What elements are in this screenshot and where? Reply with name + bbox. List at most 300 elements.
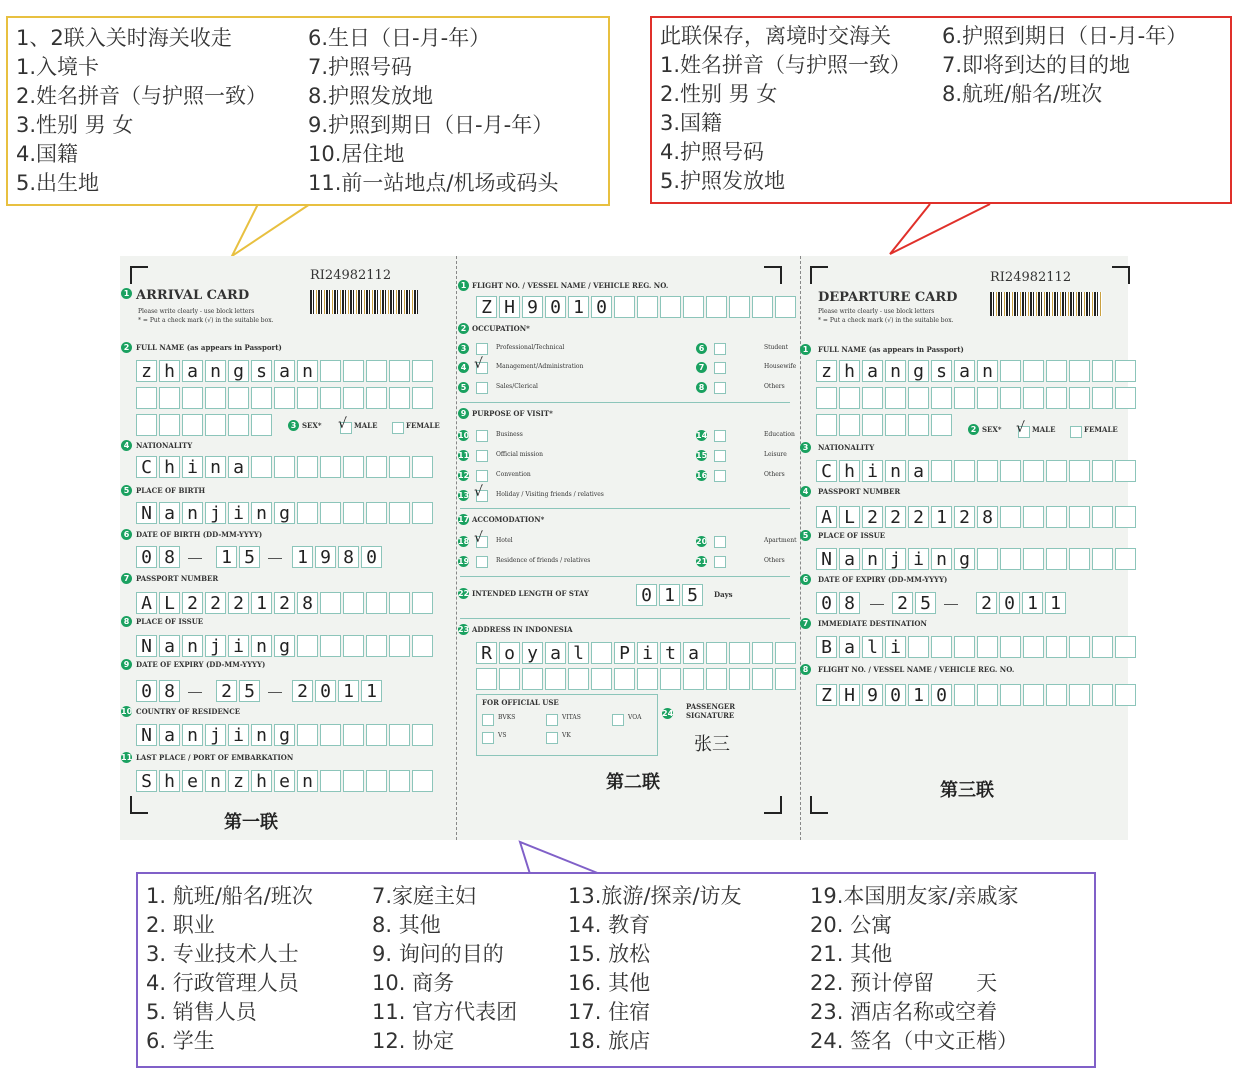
char-box[interactable]: 2 (954, 506, 975, 528)
checkbox[interactable] (392, 422, 404, 434)
char-box[interactable] (775, 642, 796, 664)
char-box[interactable] (320, 456, 341, 478)
char-box[interactable] (412, 635, 433, 657)
char-box[interactable] (366, 387, 387, 409)
address-field-line2[interactable] (476, 668, 798, 690)
char-box[interactable]: 8 (338, 546, 359, 568)
char-box[interactable]: B (816, 636, 837, 658)
char-box[interactable]: n (205, 770, 226, 792)
char-box[interactable] (1023, 387, 1044, 409)
char-box[interactable]: N (136, 502, 157, 524)
char-box[interactable] (343, 724, 364, 746)
char-box[interactable] (476, 668, 497, 690)
checkbox[interactable] (714, 362, 726, 374)
char-box[interactable] (228, 414, 249, 436)
char-box[interactable]: 9 (315, 546, 336, 568)
char-box[interactable] (251, 456, 272, 478)
char-box[interactable]: P (614, 642, 635, 664)
char-box[interactable]: 0 (591, 296, 612, 318)
char-box[interactable] (660, 296, 681, 318)
char-box[interactable]: 2 (292, 680, 313, 702)
char-box[interactable] (412, 502, 433, 524)
passport-number-field[interactable] (816, 506, 1138, 528)
char-box[interactable]: n (182, 635, 203, 657)
char-box[interactable]: n (977, 360, 998, 382)
char-box[interactable] (320, 635, 341, 657)
char-box[interactable] (1115, 636, 1136, 658)
char-box[interactable]: t (660, 642, 681, 664)
char-box[interactable]: n (182, 724, 203, 746)
char-box[interactable] (320, 592, 341, 614)
char-box[interactable] (412, 592, 433, 614)
char-box[interactable] (389, 387, 410, 409)
char-box[interactable]: 0 (545, 296, 566, 318)
char-box[interactable] (1069, 506, 1090, 528)
expiry-month[interactable] (216, 680, 262, 702)
char-box[interactable]: n (205, 360, 226, 382)
char-box[interactable]: 1 (659, 584, 680, 606)
char-box[interactable]: n (297, 770, 318, 792)
char-box[interactable] (366, 592, 387, 614)
char-box[interactable] (775, 296, 796, 318)
char-box[interactable] (752, 668, 773, 690)
char-box[interactable] (251, 387, 272, 409)
char-box[interactable] (614, 296, 635, 318)
char-box[interactable]: a (159, 502, 180, 524)
char-box[interactable] (412, 724, 433, 746)
char-box[interactable] (816, 387, 837, 409)
char-box[interactable]: s (251, 360, 272, 382)
char-box[interactable]: 2 (182, 592, 203, 614)
char-box[interactable]: A (136, 592, 157, 614)
char-box[interactable]: Z (476, 296, 497, 318)
char-box[interactable] (977, 548, 998, 570)
char-box[interactable]: j (885, 548, 906, 570)
char-box[interactable] (1069, 360, 1090, 382)
char-box[interactable]: 1 (216, 546, 237, 568)
char-box[interactable] (1115, 684, 1136, 706)
char-box[interactable]: a (839, 636, 860, 658)
checkbox[interactable] (476, 430, 488, 442)
char-box[interactable] (1023, 636, 1044, 658)
char-box[interactable] (182, 387, 203, 409)
char-box[interactable] (389, 360, 410, 382)
char-box[interactable] (839, 414, 860, 436)
char-box[interactable] (412, 770, 433, 792)
char-box[interactable]: i (228, 635, 249, 657)
char-box[interactable] (389, 456, 410, 478)
char-box[interactable]: 5 (239, 546, 260, 568)
char-box[interactable]: e (274, 770, 295, 792)
char-box[interactable] (320, 387, 341, 409)
char-box[interactable] (775, 668, 796, 690)
char-box[interactable] (1115, 506, 1136, 528)
char-box[interactable]: A (816, 506, 837, 528)
char-box[interactable] (591, 642, 612, 664)
char-box[interactable]: h (159, 456, 180, 478)
char-box[interactable] (412, 456, 433, 478)
char-box[interactable] (706, 296, 727, 318)
char-box[interactable] (1023, 460, 1044, 482)
char-box[interactable]: g (954, 548, 975, 570)
char-box[interactable]: 1 (361, 680, 382, 702)
char-box[interactable]: 1 (1022, 592, 1043, 614)
char-box[interactable] (343, 456, 364, 478)
char-box[interactable] (545, 668, 566, 690)
char-box[interactable] (908, 414, 929, 436)
char-box[interactable] (568, 668, 589, 690)
char-box[interactable] (954, 460, 975, 482)
char-box[interactable]: a (228, 456, 249, 478)
char-box[interactable]: i (182, 456, 203, 478)
char-box[interactable] (297, 456, 318, 478)
char-box[interactable] (389, 592, 410, 614)
char-box[interactable]: 1 (251, 592, 272, 614)
char-box[interactable] (637, 296, 658, 318)
char-box[interactable] (1000, 460, 1021, 482)
char-box[interactable] (1115, 360, 1136, 382)
char-box[interactable]: 0 (931, 684, 952, 706)
char-box[interactable]: C (816, 460, 837, 482)
char-box[interactable]: 0 (136, 546, 157, 568)
char-box[interactable]: n (297, 360, 318, 382)
place-of-issue-field[interactable] (816, 548, 1138, 570)
char-box[interactable]: a (683, 642, 704, 664)
char-box[interactable] (159, 387, 180, 409)
char-box[interactable]: a (182, 360, 203, 382)
expiry-year[interactable] (976, 592, 1068, 614)
char-box[interactable]: n (251, 724, 272, 746)
char-box[interactable] (320, 360, 341, 382)
char-box[interactable] (343, 387, 364, 409)
char-box[interactable] (366, 770, 387, 792)
char-box[interactable] (297, 387, 318, 409)
checkbox[interactable] (1070, 426, 1082, 438)
char-box[interactable]: g (228, 360, 249, 382)
char-box[interactable]: g (274, 635, 295, 657)
char-box[interactable]: S (136, 770, 157, 792)
char-box[interactable] (977, 387, 998, 409)
char-box[interactable] (1046, 548, 1067, 570)
char-box[interactable] (1023, 360, 1044, 382)
char-box[interactable] (1046, 636, 1067, 658)
char-box[interactable]: a (159, 724, 180, 746)
char-box[interactable] (1092, 460, 1113, 482)
char-box[interactable]: o (499, 642, 520, 664)
char-box[interactable]: j (205, 502, 226, 524)
char-box[interactable] (297, 724, 318, 746)
char-box[interactable]: a (274, 360, 295, 382)
char-box[interactable] (274, 387, 295, 409)
flight-number-field[interactable] (476, 296, 798, 318)
char-box[interactable]: 8 (159, 546, 180, 568)
char-box[interactable] (931, 387, 952, 409)
nationality-field[interactable] (816, 460, 1138, 482)
char-box[interactable] (1000, 387, 1021, 409)
char-box[interactable]: i (908, 548, 929, 570)
full-name-field-line2[interactable] (816, 387, 1138, 409)
char-box[interactable] (1046, 360, 1067, 382)
char-box[interactable]: 1 (931, 506, 952, 528)
char-box[interactable]: L (839, 506, 860, 528)
char-box[interactable]: N (136, 635, 157, 657)
char-box[interactable] (660, 668, 681, 690)
char-box[interactable]: s (931, 360, 952, 382)
full-name-field[interactable] (136, 360, 435, 382)
char-box[interactable]: a (159, 635, 180, 657)
char-box[interactable]: Z (816, 684, 837, 706)
char-box[interactable] (228, 387, 249, 409)
char-box[interactable] (1069, 636, 1090, 658)
char-box[interactable]: z (136, 360, 157, 382)
char-box[interactable]: g (908, 360, 929, 382)
char-box[interactable]: 2 (976, 592, 997, 614)
char-box[interactable] (931, 414, 952, 436)
char-box[interactable]: 2 (228, 592, 249, 614)
char-box[interactable] (729, 296, 750, 318)
char-box[interactable]: 2 (862, 506, 883, 528)
char-box[interactable]: 0 (361, 546, 382, 568)
char-box[interactable] (412, 387, 433, 409)
char-box[interactable] (683, 296, 704, 318)
length-of-stay-field[interactable] (636, 584, 705, 606)
checkbox[interactable] (546, 732, 558, 744)
char-box[interactable]: 2 (885, 506, 906, 528)
full-name-field-line3[interactable] (136, 414, 274, 436)
char-box[interactable] (1000, 636, 1021, 658)
char-box[interactable]: 0 (816, 592, 837, 614)
char-box[interactable]: h (839, 360, 860, 382)
char-box[interactable]: 0 (636, 584, 657, 606)
char-box[interactable] (1023, 506, 1044, 528)
char-box[interactable] (954, 636, 975, 658)
char-box[interactable] (182, 414, 203, 436)
char-box[interactable]: 1 (908, 684, 929, 706)
char-box[interactable]: e (182, 770, 203, 792)
char-box[interactable]: g (274, 724, 295, 746)
char-box[interactable]: y (522, 642, 543, 664)
char-box[interactable] (908, 387, 929, 409)
char-box[interactable]: 0 (885, 684, 906, 706)
char-box[interactable]: 1 (568, 296, 589, 318)
char-box[interactable] (366, 360, 387, 382)
expiry-month[interactable] (892, 592, 938, 614)
char-box[interactable]: n (885, 460, 906, 482)
char-box[interactable] (366, 635, 387, 657)
char-box[interactable] (389, 635, 410, 657)
checkbox[interactable] (714, 470, 726, 482)
char-box[interactable]: R (476, 642, 497, 664)
char-box[interactable] (1069, 548, 1090, 570)
char-box[interactable]: 8 (297, 592, 318, 614)
checkbox[interactable] (476, 556, 488, 568)
char-box[interactable]: j (205, 724, 226, 746)
checkbox[interactable] (612, 714, 624, 726)
char-box[interactable]: 8 (159, 680, 180, 702)
char-box[interactable] (1046, 387, 1067, 409)
char-box[interactable] (1092, 548, 1113, 570)
char-box[interactable]: H (839, 684, 860, 706)
checkbox[interactable] (714, 450, 726, 462)
expiry-day[interactable] (816, 592, 862, 614)
char-box[interactable] (136, 387, 157, 409)
char-box[interactable] (885, 414, 906, 436)
expiry-year[interactable] (292, 680, 384, 702)
checkbox[interactable] (714, 556, 726, 568)
char-box[interactable] (752, 642, 773, 664)
char-box[interactable] (862, 414, 883, 436)
char-box[interactable] (297, 635, 318, 657)
checkbox[interactable] (476, 343, 488, 355)
char-box[interactable] (1000, 360, 1021, 382)
char-box[interactable]: 9 (522, 296, 543, 318)
char-box[interactable] (706, 668, 727, 690)
char-box[interactable] (1046, 684, 1067, 706)
char-box[interactable] (320, 724, 341, 746)
checkbox[interactable] (476, 450, 488, 462)
char-box[interactable] (343, 770, 364, 792)
char-box[interactable] (1092, 636, 1113, 658)
checkbox[interactable] (482, 714, 494, 726)
char-box[interactable]: 0 (136, 680, 157, 702)
char-box[interactable] (343, 592, 364, 614)
char-box[interactable]: j (205, 635, 226, 657)
dob-month[interactable] (216, 546, 262, 568)
char-box[interactable]: n (862, 548, 883, 570)
char-box[interactable] (1092, 387, 1113, 409)
char-box[interactable] (706, 642, 727, 664)
char-box[interactable] (389, 724, 410, 746)
char-box[interactable]: l (862, 636, 883, 658)
char-box[interactable] (1046, 506, 1067, 528)
flight-number-field[interactable] (816, 684, 1138, 706)
char-box[interactable] (931, 460, 952, 482)
char-box[interactable]: 8 (839, 592, 860, 614)
char-box[interactable] (931, 636, 952, 658)
char-box[interactable] (274, 456, 295, 478)
char-box[interactable]: h (159, 770, 180, 792)
char-box[interactable] (1092, 684, 1113, 706)
char-box[interactable] (366, 456, 387, 478)
char-box[interactable] (366, 724, 387, 746)
char-box[interactable] (885, 387, 906, 409)
expiry-day[interactable] (136, 680, 182, 702)
char-box[interactable] (729, 642, 750, 664)
char-box[interactable]: 9 (862, 684, 883, 706)
char-box[interactable] (839, 387, 860, 409)
char-box[interactable]: i (228, 724, 249, 746)
char-box[interactable] (591, 668, 612, 690)
char-box[interactable]: 0 (315, 680, 336, 702)
checkbox[interactable] (714, 382, 726, 394)
char-box[interactable]: n (885, 360, 906, 382)
full-name-field[interactable] (816, 360, 1138, 382)
char-box[interactable] (205, 414, 226, 436)
char-box[interactable]: l (568, 642, 589, 664)
char-box[interactable]: a (839, 548, 860, 570)
char-box[interactable] (389, 770, 410, 792)
char-box[interactable]: N (816, 548, 837, 570)
char-box[interactable] (343, 635, 364, 657)
char-box[interactable] (637, 668, 658, 690)
char-box[interactable]: z (228, 770, 249, 792)
char-box[interactable]: 5 (915, 592, 936, 614)
checkbox[interactable] (476, 470, 488, 482)
char-box[interactable]: 2 (908, 506, 929, 528)
char-box[interactable]: 2 (892, 592, 913, 614)
char-box[interactable]: a (954, 360, 975, 382)
checkbox[interactable] (546, 714, 558, 726)
char-box[interactable]: H (499, 296, 520, 318)
char-box[interactable] (977, 636, 998, 658)
char-box[interactable]: 1 (338, 680, 359, 702)
char-box[interactable] (862, 387, 883, 409)
residence-field[interactable] (136, 724, 435, 746)
char-box[interactable] (320, 502, 341, 524)
char-box[interactable]: L (159, 592, 180, 614)
char-box[interactable] (366, 502, 387, 524)
char-box[interactable] (159, 414, 180, 436)
char-box[interactable] (1115, 387, 1136, 409)
address-field[interactable] (476, 642, 798, 664)
passport-number-field[interactable] (136, 592, 435, 614)
char-box[interactable]: 2 (274, 592, 295, 614)
char-box[interactable]: 2 (216, 680, 237, 702)
char-box[interactable] (251, 414, 272, 436)
full-name-field-line3[interactable] (816, 414, 954, 436)
char-box[interactable] (1000, 506, 1021, 528)
checkbox[interactable] (482, 732, 494, 744)
char-box[interactable] (954, 684, 975, 706)
char-box[interactable]: n (205, 456, 226, 478)
checkbox[interactable] (476, 382, 488, 394)
dob-year[interactable] (292, 546, 384, 568)
char-box[interactable] (297, 502, 318, 524)
char-box[interactable]: 2 (205, 592, 226, 614)
char-box[interactable]: 0 (999, 592, 1020, 614)
char-box[interactable]: i (862, 460, 883, 482)
char-box[interactable] (1069, 684, 1090, 706)
char-box[interactable] (1023, 684, 1044, 706)
dob-day[interactable] (136, 546, 182, 568)
char-box[interactable] (522, 668, 543, 690)
destination-field[interactable] (816, 636, 1138, 658)
char-box[interactable] (816, 414, 837, 436)
char-box[interactable] (136, 414, 157, 436)
char-box[interactable] (977, 460, 998, 482)
char-box[interactable]: 8 (977, 506, 998, 528)
checkbox[interactable] (714, 536, 726, 548)
char-box[interactable]: n (251, 502, 272, 524)
char-box[interactable] (683, 668, 704, 690)
char-box[interactable] (908, 636, 929, 658)
char-box[interactable] (1092, 506, 1113, 528)
checkbox[interactable] (714, 343, 726, 355)
full-name-field-line2[interactable] (136, 387, 435, 409)
char-box[interactable]: n (182, 502, 203, 524)
char-box[interactable] (389, 502, 410, 524)
checkbox[interactable] (714, 430, 726, 442)
char-box[interactable]: 5 (682, 584, 703, 606)
nationality-field[interactable] (136, 456, 435, 478)
birth-place-field[interactable] (136, 502, 435, 524)
char-box[interactable]: C (136, 456, 157, 478)
char-box[interactable]: h (839, 460, 860, 482)
char-box[interactable]: i (637, 642, 658, 664)
char-box[interactable] (1115, 548, 1136, 570)
char-box[interactable] (1115, 460, 1136, 482)
char-box[interactable] (1069, 460, 1090, 482)
